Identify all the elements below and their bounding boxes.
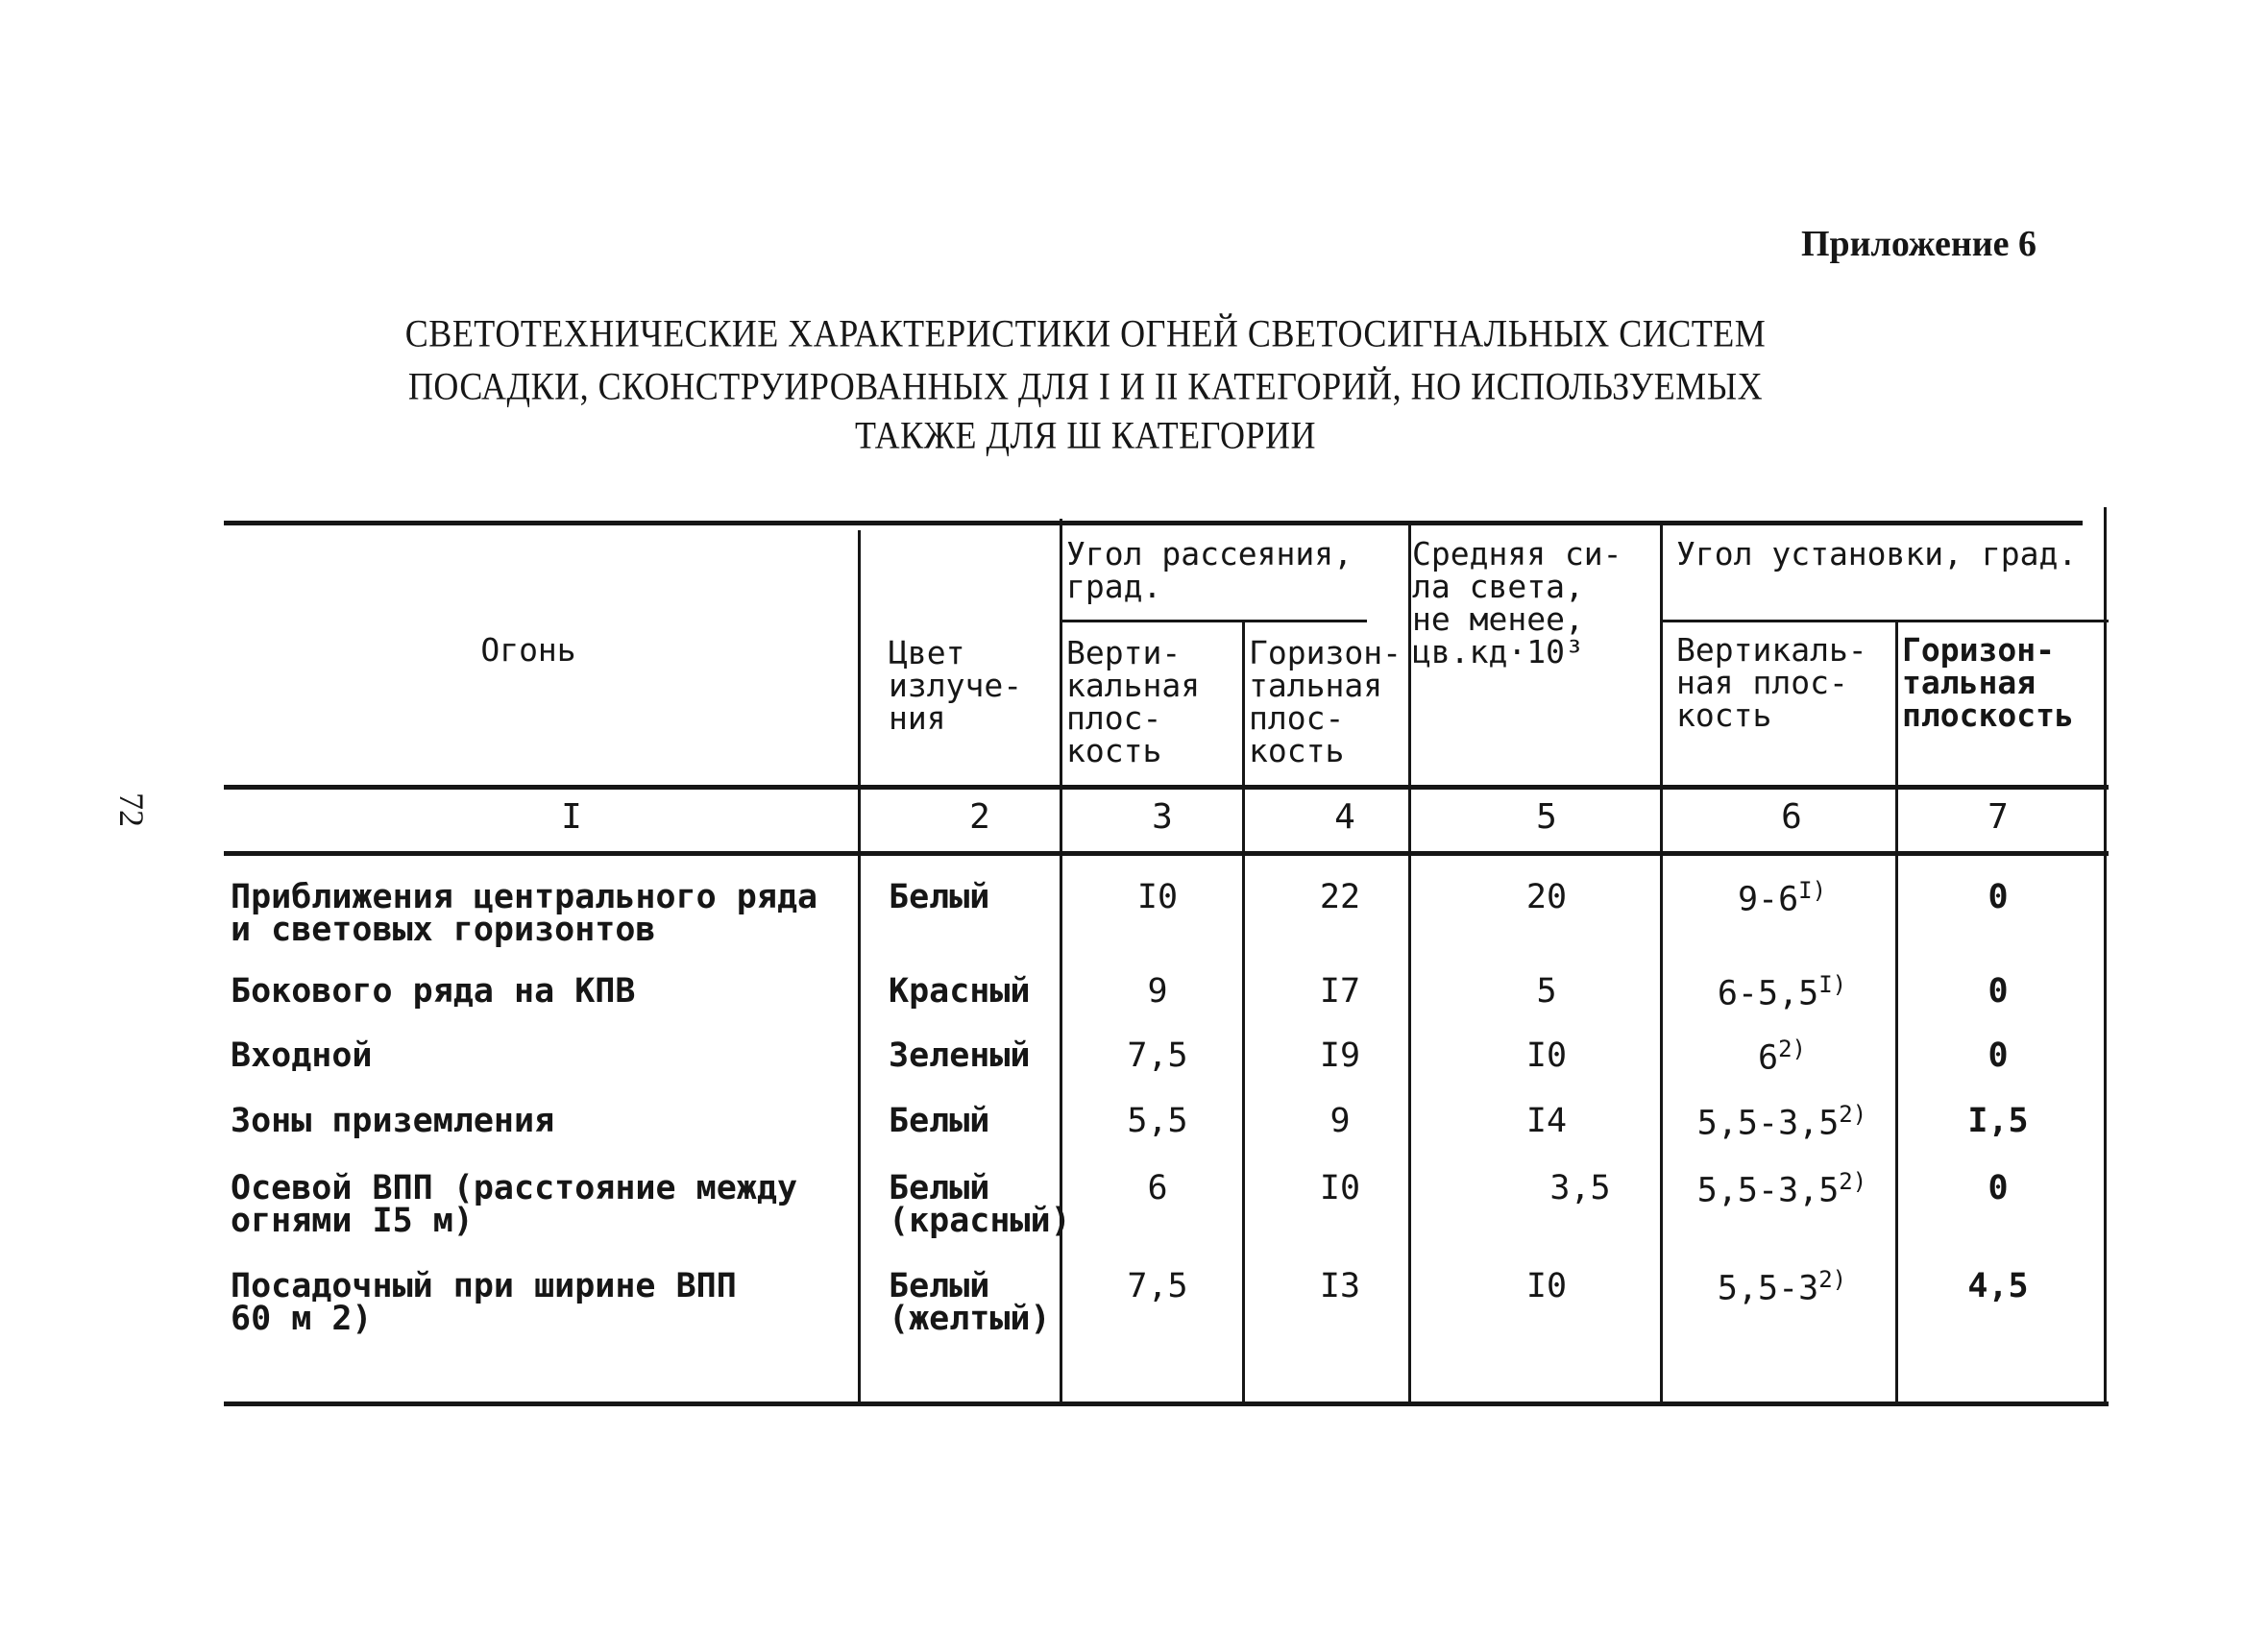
document-title-line-1: СВЕТОТЕХНИЧЕСКИЕ ХАРАКТЕРИСТИКИ ОГНЕЙ СВЕТОСИГНАЛЬНЫХ СИСТЕМ	[404, 311, 1767, 355]
row-vertical-scatter: 6	[1147, 1169, 1168, 1207]
row-horizontal-install: 0	[1988, 1036, 2009, 1075]
header-intensity: Средняя си- ла света, не менее, цв.кд·10³	[1412, 535, 1622, 670]
row-vertical-install-value: 5,5-3,5	[1696, 1104, 1840, 1143]
document-title-line-3: ТАКЖЕ ДЛЯ Ш КАТЕГОРИИ	[854, 413, 1316, 457]
row-fire-name: Посадочный при ширине ВПП 60 м 2)	[231, 1267, 737, 1338]
row-horizontal-scatter: I7	[1319, 972, 1361, 1011]
document-title-line-2: ПОСАДКИ, СКОНСТРУИРОВАННЫХ ДЛЯ I И II КАТЕГОРИЙ, НО ИСПОЛЬЗУЕМЫХ	[407, 364, 1764, 408]
header-install-vertical: Вертикаль- ная плос- кость	[1676, 631, 1867, 734]
row-intensity: 3,5	[1549, 1169, 1611, 1207]
row-color: Белый (желтый)	[889, 1267, 1051, 1338]
row-horizontal-scatter: I3	[1319, 1267, 1361, 1305]
column-divider-5	[1660, 524, 1663, 1402]
table-bottom-rule	[224, 1401, 2109, 1406]
footnote-mark: 2)	[1778, 1036, 1806, 1062]
row-fire-name: Бокового ряда на КПВ	[231, 972, 636, 1011]
row-vertical-scatter: 7,5	[1127, 1267, 1188, 1305]
header-bottom-rule	[224, 785, 2109, 790]
header-install-horizontal: Горизон- тальная плоскость	[1902, 631, 2074, 734]
footnote-mark: 2)	[1839, 1168, 1867, 1195]
row-vertical-install-value: 6	[1758, 1038, 1779, 1078]
column-divider-2	[1060, 519, 1062, 1402]
row-horizontal-install: 4,5	[1967, 1267, 2029, 1305]
header-scatter-vertical: Верти- кальная плос- кость	[1066, 634, 1201, 769]
column-number-rule	[224, 851, 2109, 856]
row-intensity: I0	[1525, 1267, 1568, 1305]
install-group-rule	[1660, 620, 2109, 622]
row-vertical-install	[1671, 968, 1892, 1011]
header-install-group: Угол установки, град.	[1676, 535, 2078, 573]
column-number-4: 4	[1334, 797, 1355, 837]
row-horizontal-install: 0	[1988, 972, 2009, 1011]
column-number-3: 3	[1152, 797, 1173, 837]
column-number-2: 2	[969, 797, 990, 837]
row-vertical-scatter: I0	[1136, 878, 1179, 916]
row-intensity: I4	[1525, 1102, 1568, 1140]
row-intensity: 20	[1525, 878, 1568, 916]
row-vertical-install-value: 9-6	[1737, 880, 1799, 919]
row-horizontal-scatter: 9	[1329, 1102, 1351, 1140]
row-horizontal-install: I,5	[1967, 1102, 2029, 1140]
column-number-1: I	[561, 797, 582, 837]
row-fire-name: Осевой ВПП (расстояние между огнями I5 м)	[231, 1169, 798, 1240]
row-vertical-scatter: 9	[1147, 972, 1168, 1011]
row-vertical-install	[1671, 1165, 1892, 1210]
header-scatter-group: Угол рассеяния, град.	[1066, 535, 1353, 605]
header-color: Цвет излуче- ния	[889, 634, 1023, 737]
row-vertical-install-value: 5,5-3	[1717, 1269, 1819, 1308]
row-vertical-install-value: 5,5-3,5	[1696, 1171, 1840, 1210]
row-horizontal-scatter: 22	[1319, 878, 1361, 916]
row-horizontal-install: 0	[1988, 878, 2009, 916]
row-fire-name: Входной	[231, 1036, 373, 1075]
row-intensity: I0	[1525, 1036, 1568, 1075]
row-fire-name: Приближения центрального ряда и световых горизонтов	[231, 878, 818, 949]
row-color: Белый	[889, 1102, 990, 1140]
footnote-mark: 2)	[1818, 1266, 1847, 1293]
row-fire-name: Зоны приземления	[231, 1102, 555, 1140]
row-horizontal-scatter: I9	[1319, 1036, 1361, 1075]
row-color: Зеленый	[889, 1036, 1031, 1075]
row-color: Белый	[889, 878, 990, 916]
header-fire: Огонь	[480, 631, 576, 669]
row-vertical-install-value: 6-5,5	[1717, 974, 1819, 1013]
column-number-6: 6	[1781, 797, 1802, 837]
column-divider-6	[1895, 622, 1898, 1402]
row-vertical-scatter: 5,5	[1127, 1102, 1188, 1140]
table-top-rule	[224, 521, 2083, 525]
column-divider-3	[1242, 620, 1245, 1402]
row-vertical-install	[1671, 874, 1892, 919]
row-horizontal-scatter: I0	[1319, 1169, 1361, 1207]
row-color: Красный	[889, 972, 1031, 1011]
row-vertical-scatter: 7,5	[1127, 1036, 1188, 1075]
footnote-mark: I)	[1798, 877, 1827, 904]
row-vertical-install	[1671, 1098, 1892, 1143]
footnote-mark: 2)	[1839, 1101, 1867, 1128]
header-scatter-horizontal: Горизон- тальная плос- кость	[1249, 634, 1402, 769]
column-number-7: 7	[1988, 797, 2009, 837]
row-intensity: 5	[1536, 972, 1557, 1011]
column-divider-7	[2104, 507, 2107, 1402]
scatter-group-rule	[1060, 620, 1367, 622]
appendix-label: Приложение 6	[1800, 224, 2036, 264]
row-color: Белый (красный)	[889, 1169, 1071, 1240]
row-vertical-install	[1671, 1263, 1892, 1308]
row-vertical-install	[1671, 1033, 1892, 1078]
page-number: 72	[112, 792, 151, 827]
footnote-mark: I)	[1818, 971, 1847, 998]
column-divider-1	[858, 530, 861, 1402]
column-number-5: 5	[1536, 797, 1557, 837]
row-horizontal-install: 0	[1988, 1169, 2009, 1207]
